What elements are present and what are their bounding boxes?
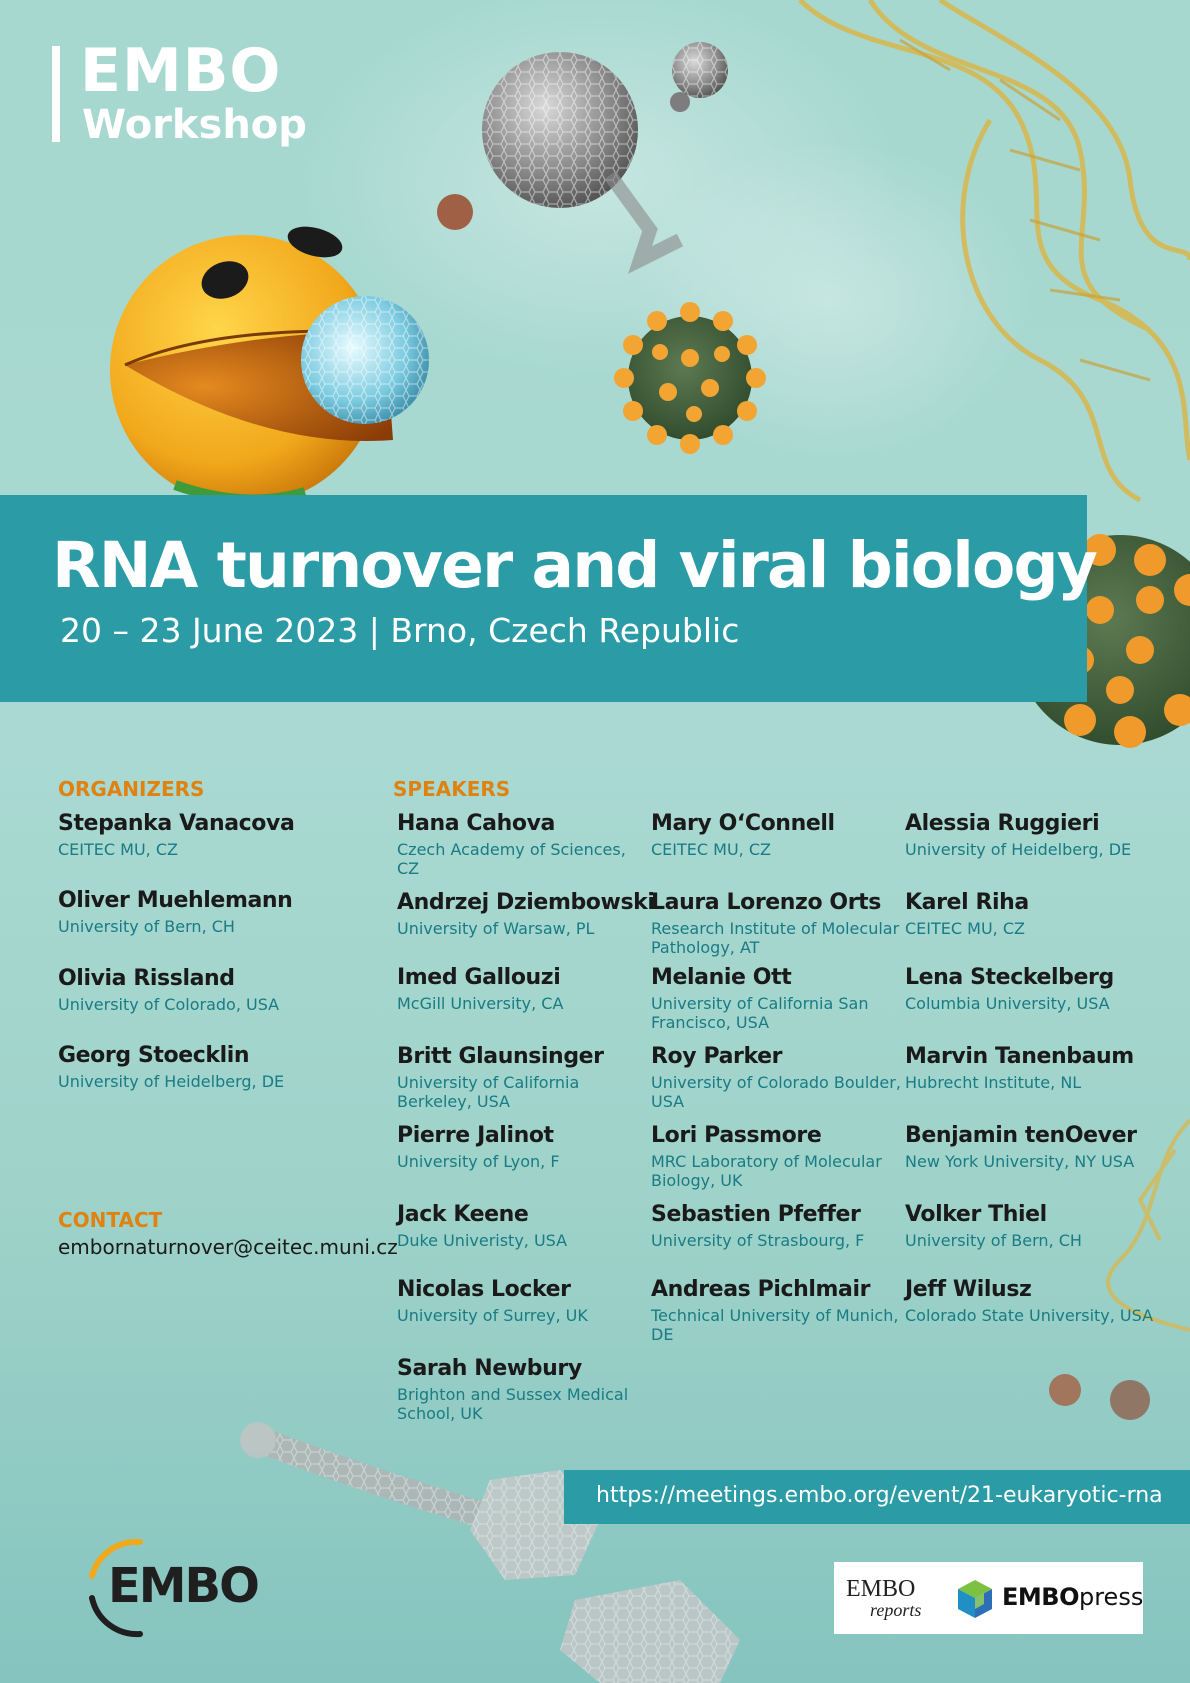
organizer-name: Oliver Muehlemann xyxy=(58,888,293,913)
organizer-affiliation: University of Heidelberg, DE xyxy=(58,1072,285,1091)
event-title: RNA turnover and viral biology xyxy=(52,529,1097,602)
speaker-name: Karel Riha xyxy=(905,890,1029,915)
embo-reports-logo-top: EMBO xyxy=(846,1576,916,1602)
speaker-affiliation: Columbia University, USA xyxy=(905,994,1110,1013)
organizer-name: Stepanka Vanacova xyxy=(58,811,295,836)
speaker-item xyxy=(397,1355,652,1423)
speaker-affiliation: Brighton and Sussex Medical School, UK xyxy=(397,1385,629,1423)
speaker-affiliation: Technical University of Munich, DE xyxy=(651,1306,899,1344)
speaker-item xyxy=(397,1276,652,1325)
speaker-name: Sebastien Pfeffer xyxy=(651,1202,861,1227)
speaker-affiliation: Hubrecht Institute, NL xyxy=(905,1073,1082,1092)
speaker-item xyxy=(905,810,1160,859)
embo-heading: EMBO xyxy=(80,36,282,106)
speaker-affiliation: MRC Laboratory of Molecular Biology, UK xyxy=(651,1152,882,1190)
speaker-affiliation: Duke Univeristy, USA xyxy=(397,1231,568,1250)
speaker-item xyxy=(651,964,906,1032)
speaker-item xyxy=(905,889,1160,938)
speaker-item xyxy=(905,1276,1160,1325)
speaker-name: Laura Lorenzo Orts xyxy=(651,890,881,915)
speaker-affiliation: University of California San Francisco, USA xyxy=(651,994,869,1032)
speaker-affiliation: University of Surrey, UK xyxy=(397,1306,588,1325)
speaker-affiliation: Research Institute of Molecular Pathology, AT xyxy=(651,919,900,957)
speaker-affiliation: University of Lyon, F xyxy=(397,1152,560,1171)
speaker-affiliation: University of Bern, CH xyxy=(905,1231,1082,1250)
organizer-affiliation: University of Bern, CH xyxy=(58,917,235,936)
organizer-item xyxy=(58,810,313,859)
contact-heading: CONTACT xyxy=(58,1208,163,1232)
speaker-name: Alessia Ruggieri xyxy=(905,811,1100,836)
speaker-name: Lori Passmore xyxy=(651,1123,822,1148)
speaker-name: Marvin Tanenbaum xyxy=(905,1044,1134,1069)
speaker-item xyxy=(397,964,652,1013)
speaker-affiliation: Czech Academy of Sciences, CZ xyxy=(397,840,626,878)
organizer-name: Olivia Rissland xyxy=(58,966,235,991)
speaker-affiliation: New York University, NY USA xyxy=(905,1152,1135,1171)
organizer-affiliation: CEITEC MU, CZ xyxy=(58,840,178,859)
speaker-name: Melanie Ott xyxy=(651,965,792,990)
event-url-link[interactable]: https://meetings.embo.org/event/21-eukaryotic-rna xyxy=(596,1483,1163,1508)
speaker-affiliation: University of Strasbourg, F xyxy=(651,1231,865,1250)
organizer-item xyxy=(58,965,313,1014)
speaker-name: Pierre Jalinot xyxy=(397,1123,554,1148)
organizer-name: Georg Stoecklin xyxy=(58,1043,250,1068)
contact-email-link[interactable]: embornaturnover@ceitec.muni.cz xyxy=(58,1235,398,1259)
speaker-affiliation: University of Colorado Boulder, USA xyxy=(651,1073,901,1111)
embo-logo-text: EMBO xyxy=(108,1558,258,1614)
speaker-item xyxy=(651,1276,906,1344)
speaker-name: Andreas Pichlmair xyxy=(651,1277,871,1302)
embo-logo xyxy=(70,1536,270,1640)
speaker-item xyxy=(397,1043,652,1111)
speaker-item xyxy=(651,1201,906,1250)
speaker-item xyxy=(905,1122,1160,1171)
speaker-name: Britt Glaunsinger xyxy=(397,1044,604,1069)
speaker-name: Benjamin tenOever xyxy=(905,1123,1137,1148)
organizer-item xyxy=(58,887,313,936)
speaker-name: Jack Keene xyxy=(397,1202,529,1227)
speaker-affiliation: CEITEC MU, CZ xyxy=(905,919,1025,938)
organizers-heading: ORGANIZERS xyxy=(58,777,205,801)
speaker-name: Andrzej Dziembowski xyxy=(397,890,655,915)
embo-reports-logo-bottom: reports xyxy=(870,1600,922,1620)
speaker-item xyxy=(905,1043,1160,1092)
speaker-affiliation: University of Warsaw, PL xyxy=(397,919,595,938)
speaker-item xyxy=(651,1043,906,1111)
organizer-affiliation: University of Colorado, USA xyxy=(58,995,280,1014)
speaker-affiliation: University of California Berkeley, USA xyxy=(397,1073,580,1111)
event-date-place: 20 – 23 June 2023 | Brno, Czech Republic xyxy=(60,611,740,650)
speaker-name: Mary O‘Connell xyxy=(651,811,835,836)
speaker-name: Jeff Wilusz xyxy=(905,1277,1032,1302)
speaker-item xyxy=(651,889,906,957)
speaker-name: Sarah Newbury xyxy=(397,1356,582,1381)
speaker-item xyxy=(651,1122,906,1190)
speaker-name: Lena Steckelberg xyxy=(905,965,1114,990)
embopress-logo-text xyxy=(1002,1582,1143,1612)
speaker-item xyxy=(905,964,1160,1013)
speaker-item xyxy=(651,810,906,859)
workshop-bar xyxy=(52,46,60,142)
speaker-name: Volker Thiel xyxy=(905,1202,1047,1227)
speaker-item xyxy=(397,889,655,938)
speaker-affiliation: CEITEC MU, CZ xyxy=(651,840,771,859)
speaker-item xyxy=(397,1122,652,1171)
speaker-name: Nicolas Locker xyxy=(397,1277,571,1302)
embopress-cube-icon xyxy=(956,1578,994,1620)
speaker-name: Roy Parker xyxy=(651,1044,783,1069)
publisher-logos xyxy=(834,1562,1143,1634)
speaker-item xyxy=(397,1201,652,1250)
workshop-heading: Workshop xyxy=(82,102,307,148)
speaker-affiliation: Colorado State University, USA xyxy=(905,1306,1154,1325)
speakers-heading: SPEAKERS xyxy=(393,777,511,801)
speaker-affiliation: McGill University, CA xyxy=(397,994,564,1013)
embopress-logo-bold: EMBO xyxy=(1002,1583,1079,1611)
speaker-name: Imed Gallouzi xyxy=(397,965,561,990)
speaker-name: Hana Cahova xyxy=(397,811,555,836)
embopress-logo-light: press xyxy=(1078,1583,1144,1611)
organizer-item xyxy=(58,1042,313,1091)
speaker-item xyxy=(397,810,652,878)
speaker-item xyxy=(905,1201,1160,1250)
speaker-affiliation: University of Heidelberg, DE xyxy=(905,840,1132,859)
